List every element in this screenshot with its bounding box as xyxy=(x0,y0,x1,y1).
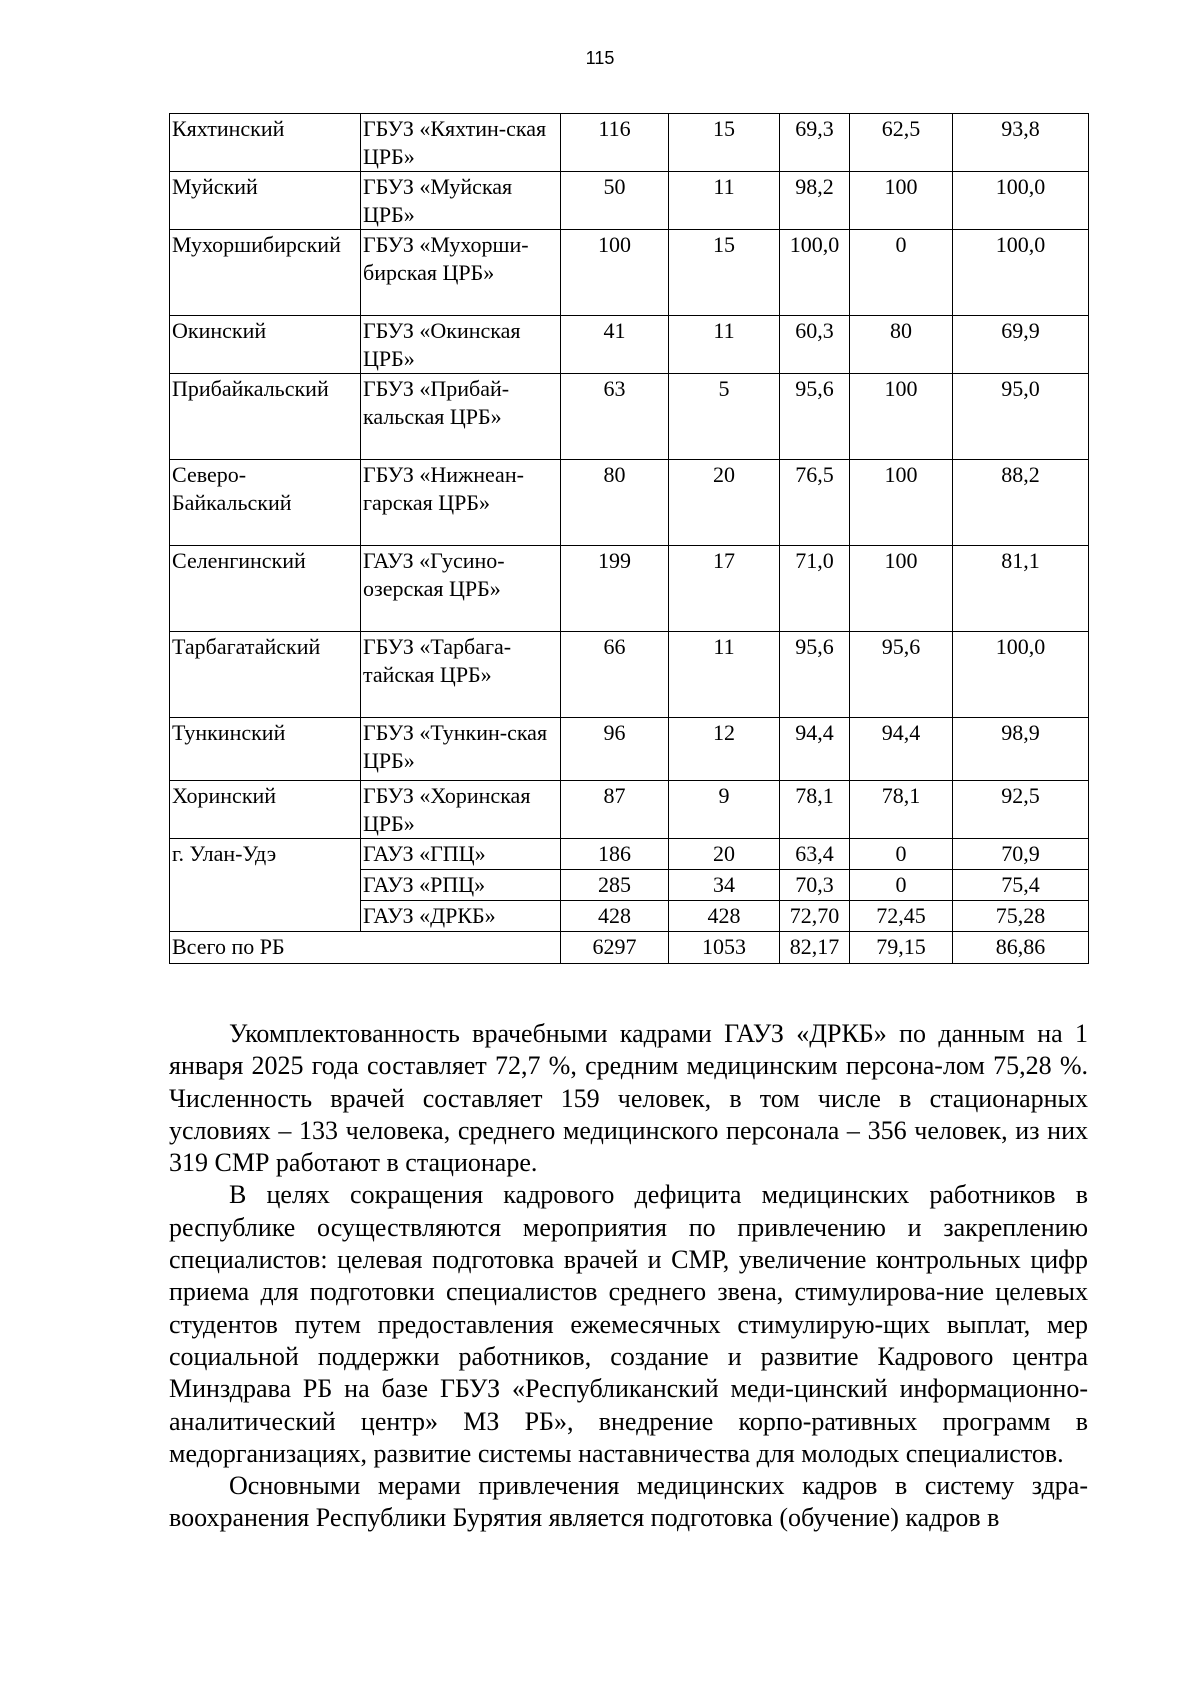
value-cell: 62,5 xyxy=(850,114,953,172)
value-cell: 199 xyxy=(561,546,669,632)
value-cell: 81,1 xyxy=(953,546,1089,632)
district-cell: Северо-Байкальский xyxy=(170,460,361,546)
paragraph: В целях сокращения кадрового дефицита медицинских работников в республике осуществляются мероприятия по привлечению и закреплению специалистов: целевая подготовка врачей и СМР, увеличение контрольных цифр приема для подготовки специалистов среднего звена, стимулирова-ние целевых студентов путем предоставления ежемесячных стимулирую-щих выплат, мер социальной поддержки работников, создание и развитие Кадрового центра Минздрава РБ на базе ГБУЗ «Республиканский меди-цинский информационно-аналитический центр» МЗ РБ», внедрение корпо-ративных программ в медорганизациях, развитие системы наставничества для молодых специалистов. xyxy=(169,1180,1088,1468)
value-cell: 428 xyxy=(669,901,780,932)
value-cell: 88,2 xyxy=(953,460,1089,546)
value-cell: 95,6 xyxy=(780,374,850,460)
value-cell: 66 xyxy=(561,632,669,718)
value-cell: 6297 xyxy=(561,932,669,964)
value-cell: 78,1 xyxy=(780,781,850,839)
value-cell: 285 xyxy=(561,870,669,901)
value-cell: 17 xyxy=(669,546,780,632)
value-cell: 100,0 xyxy=(953,632,1089,718)
table-row xyxy=(170,172,1089,230)
value-cell: 93,8 xyxy=(953,114,1089,172)
value-cell: 0 xyxy=(850,230,953,316)
value-cell: 9 xyxy=(669,781,780,839)
table-row xyxy=(170,718,1089,781)
organization-cell: ГБУЗ «Мухорши-бирская ЦРБ» xyxy=(361,230,561,316)
value-cell: 186 xyxy=(561,839,669,870)
value-cell: 63,4 xyxy=(780,839,850,870)
district-cell: Муйский xyxy=(170,172,361,230)
table-row xyxy=(170,632,1089,718)
value-cell: 15 xyxy=(669,114,780,172)
value-cell: 87 xyxy=(561,781,669,839)
table-row xyxy=(170,546,1089,632)
value-cell: 100 xyxy=(850,172,953,230)
value-cell: 100 xyxy=(850,546,953,632)
value-cell: 50 xyxy=(561,172,669,230)
district-cell: Прибайкальский xyxy=(170,374,361,460)
value-cell: 63 xyxy=(561,374,669,460)
value-cell: 41 xyxy=(561,316,669,374)
value-cell: 5 xyxy=(669,374,780,460)
organization-cell: ГБУЗ «Кяхтин-ская ЦРБ» xyxy=(361,114,561,172)
value-cell: 100 xyxy=(850,374,953,460)
value-cell: 15 xyxy=(669,230,780,316)
district-cell: Окинский xyxy=(170,316,361,374)
table-row xyxy=(170,230,1089,316)
organization-cell: ГБУЗ «Окинская ЦРБ» xyxy=(361,316,561,374)
value-cell: 94,4 xyxy=(850,718,953,781)
value-cell: 100 xyxy=(850,460,953,546)
value-cell: 92,5 xyxy=(953,781,1089,839)
value-cell: 69,9 xyxy=(953,316,1089,374)
table-row xyxy=(170,839,1089,870)
value-cell: 79,15 xyxy=(850,932,953,964)
value-cell: 69,3 xyxy=(780,114,850,172)
table-total-row xyxy=(170,932,1089,964)
district-cell: Тарбагатайский xyxy=(170,632,361,718)
value-cell: 98,9 xyxy=(953,718,1089,781)
paragraph: Основными мерами привлечения медицинских кадров в систему здра-воохранения Республики Бурятия является подготовка (обучение) кадров в xyxy=(169,1471,1088,1533)
table-row xyxy=(170,114,1089,172)
value-cell: 80 xyxy=(561,460,669,546)
district-cell: Тункинский xyxy=(170,718,361,781)
value-cell: 11 xyxy=(669,632,780,718)
organization-cell: ГАУЗ «ГПЦ» xyxy=(361,839,561,870)
value-cell: 86,86 xyxy=(953,932,1089,964)
value-cell: 72,45 xyxy=(850,901,953,932)
value-cell: 100,0 xyxy=(953,230,1089,316)
table-row xyxy=(170,781,1089,839)
district-cell: Селенгинский xyxy=(170,546,361,632)
value-cell: 76,5 xyxy=(780,460,850,546)
value-cell: 70,3 xyxy=(780,870,850,901)
value-cell: 428 xyxy=(561,901,669,932)
table-row xyxy=(170,316,1089,374)
value-cell: 100,0 xyxy=(953,172,1089,230)
value-cell: 20 xyxy=(669,839,780,870)
value-cell: 20 xyxy=(669,460,780,546)
organization-cell: ГБУЗ «Хоринская ЦРБ» xyxy=(361,781,561,839)
value-cell: 80 xyxy=(850,316,953,374)
district-cell: Мухоршибирский xyxy=(170,230,361,316)
organization-cell: ГБУЗ «Тарбага-тайская ЦРБ» xyxy=(361,632,561,718)
organization-cell: ГБУЗ «Прибай-кальская ЦРБ» xyxy=(361,374,561,460)
value-cell: 95,6 xyxy=(850,632,953,718)
organization-cell: ГБУЗ «Тункин-ская ЦРБ» xyxy=(361,718,561,781)
value-cell: 100,0 xyxy=(780,230,850,316)
body-text xyxy=(169,1018,1088,1535)
organization-cell: ГБУЗ «Муйская ЦРБ» xyxy=(361,172,561,230)
district-cell: Хоринский xyxy=(170,781,361,839)
value-cell: 0 xyxy=(850,839,953,870)
organization-cell: ГБУЗ «Нижнеан-гарская ЦРБ» xyxy=(361,460,561,546)
value-cell: 1053 xyxy=(669,932,780,964)
value-cell: 34 xyxy=(669,870,780,901)
organization-cell: ГАУЗ «Гусино-озерская ЦРБ» xyxy=(361,546,561,632)
page-number: 115 xyxy=(585,48,615,68)
value-cell: 94,4 xyxy=(780,718,850,781)
district-cell: г. Улан-Удэ xyxy=(170,839,361,932)
district-cell: Кяхтинский xyxy=(170,114,361,172)
value-cell: 82,17 xyxy=(780,932,850,964)
total-label-cell: Всего по РБ xyxy=(170,932,561,964)
paragraph: Укомплектованность врачебными кадрами ГАУЗ «ДРКБ» по данным на 1 января 2025 года составляет 72,7 %, средним медицинским персона-лом 75,28 %. Численность врачей составляет 159 человек, в том числе в стационарных условиях – 133 человека, среднего медицинского персонала – 356 человек, из них 319 СМР работают в стационаре. xyxy=(169,1019,1088,1178)
value-cell: 70,9 xyxy=(953,839,1089,870)
value-cell: 98,2 xyxy=(780,172,850,230)
value-cell: 60,3 xyxy=(780,316,850,374)
value-cell: 71,0 xyxy=(780,546,850,632)
value-cell: 11 xyxy=(669,172,780,230)
value-cell: 95,0 xyxy=(953,374,1089,460)
value-cell: 100 xyxy=(561,230,669,316)
value-cell: 0 xyxy=(850,870,953,901)
value-cell: 116 xyxy=(561,114,669,172)
value-cell: 11 xyxy=(669,316,780,374)
value-cell: 75,28 xyxy=(953,901,1089,932)
value-cell: 72,70 xyxy=(780,901,850,932)
staffing-table xyxy=(169,113,1089,964)
value-cell: 78,1 xyxy=(850,781,953,839)
value-cell: 96 xyxy=(561,718,669,781)
table-row xyxy=(170,374,1089,460)
organization-cell: ГАУЗ «ДРКБ» xyxy=(361,901,561,932)
table-row xyxy=(170,460,1089,546)
value-cell: 95,6 xyxy=(780,632,850,718)
value-cell: 75,4 xyxy=(953,870,1089,901)
value-cell: 12 xyxy=(669,718,780,781)
organization-cell: ГАУЗ «РПЦ» xyxy=(361,870,561,901)
